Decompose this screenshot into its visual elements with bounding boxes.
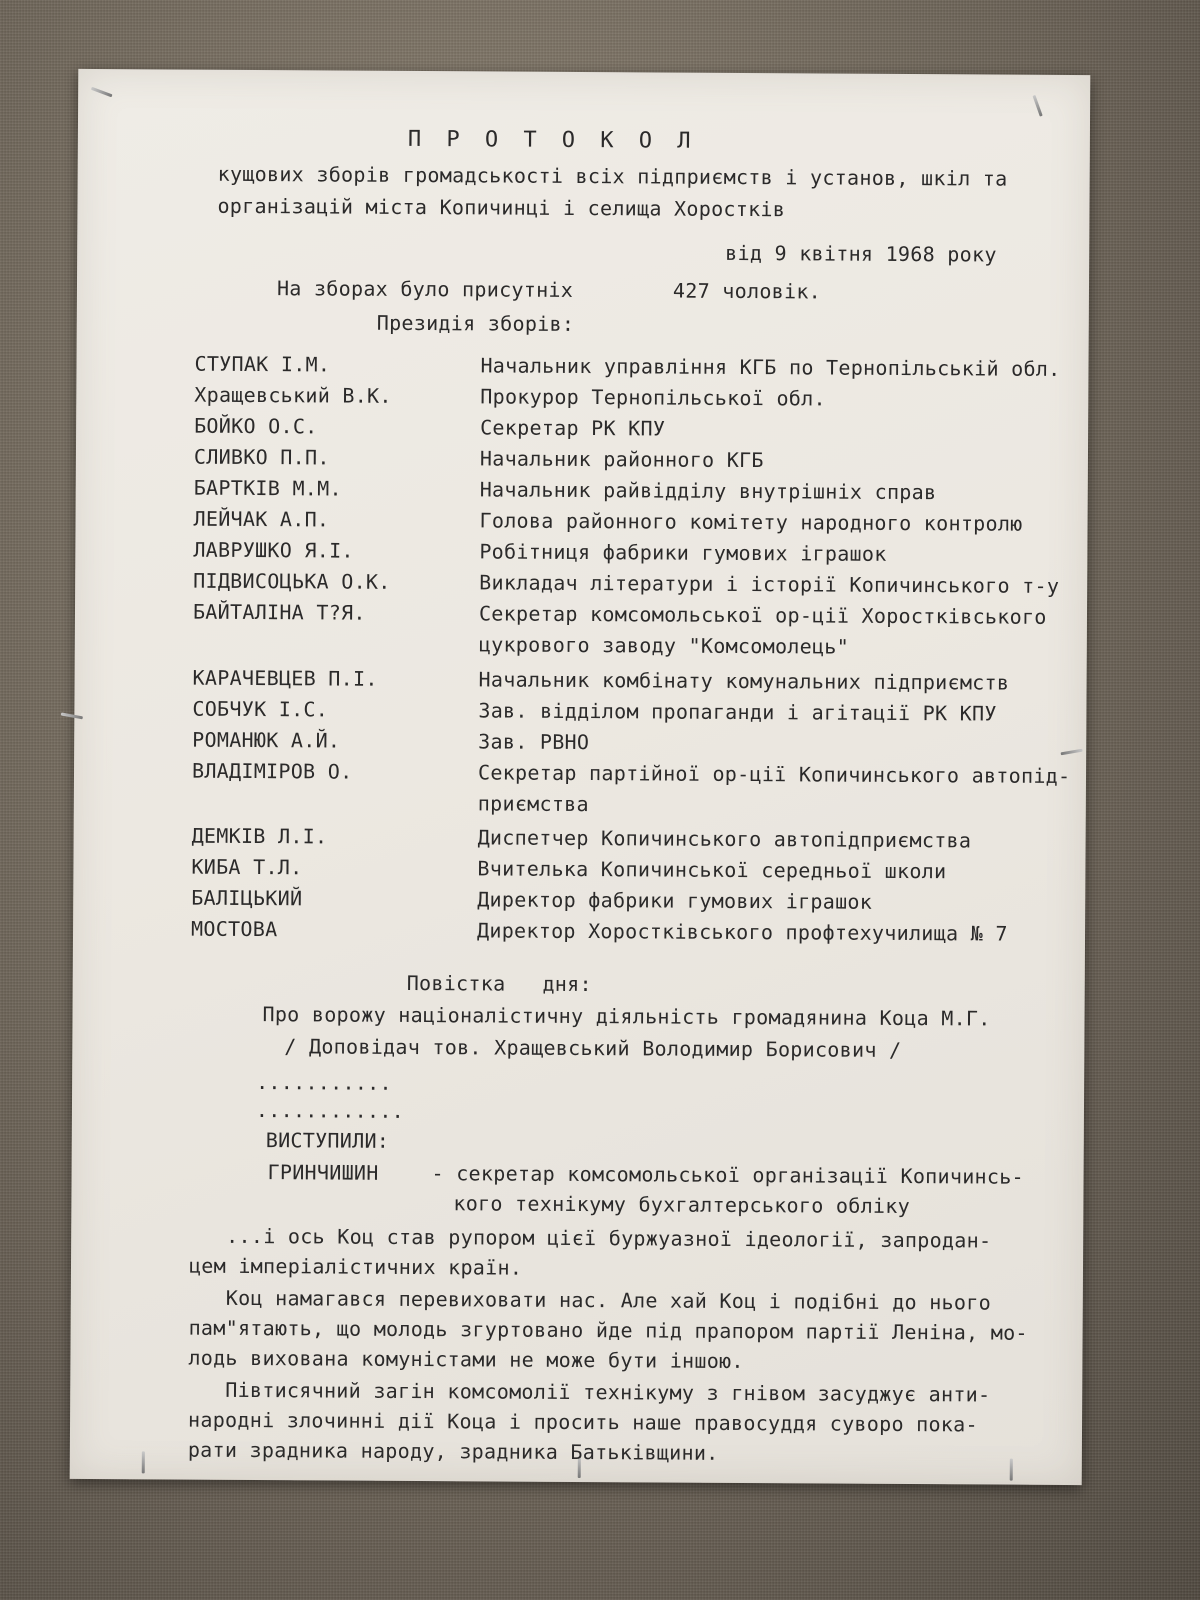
pin-left-middle: [61, 712, 83, 719]
attendance-count: 427 чоловік.: [672, 278, 822, 304]
speech-text-line: Півтисячний загін комсомолії технікуму з гнівом засуджує анти-: [188, 1377, 991, 1407]
presidium-name: КИБА Т.Л.: [191, 854, 303, 880]
presidium-name: СОБЧУК І.С.: [192, 696, 329, 722]
presidium-name: РОМАНЮК А.Й.: [192, 727, 341, 753]
pin-top-right: [1032, 95, 1042, 117]
presidium-role: Секретар комсомольської ор-ції Хоросткiвського: [478, 601, 1047, 629]
presidium-role: Начальник управління КГБ по Тернопільській обл.: [480, 353, 1061, 381]
speech-text-line: лодь вихована комуністами не може бути іншою.: [188, 1345, 744, 1374]
presidium-role: Начальник райвідділу внутрішніх справ: [479, 477, 937, 505]
pin-bottom-right: [1010, 1459, 1013, 1481]
agenda-heading: Повістка дня:: [406, 970, 592, 997]
presidium-heading: Президія зборів:: [376, 310, 575, 336]
presidium-name: БАЙТАЛІНА Т?Я.: [192, 599, 366, 625]
presidium-role: Директор Хоросткiвського профтехучилища № 7: [476, 918, 1008, 946]
presidium-name: БОЙКО О.С.: [194, 413, 318, 439]
pin-bottom-left: [142, 1451, 145, 1473]
presidium-name: СЛИВКО П.П.: [193, 444, 330, 470]
omission-dots: ...........: [256, 1070, 392, 1095]
speaker-name: ГРИНЧИШИН: [267, 1160, 379, 1185]
presidium-name: БАРТКІВ М.М.: [193, 475, 342, 501]
pin-top-left: [91, 87, 113, 97]
document-title: П Р О Т О К О Л: [407, 126, 697, 154]
presidium-role: Зав. відділом пропаганди і агітації РК КПУ: [478, 698, 997, 726]
presidium-name: ВЛАДІМІРОВ О.: [191, 758, 353, 784]
presidium-role: Секретар партійної ор-ції Копичинського автопід-: [477, 760, 1071, 788]
agenda-speaker: / Доповідач тов. Хращевський Володимир Борисович /: [284, 1034, 902, 1062]
presidium-role-continued: цукрового заводу "Комсомолець": [478, 632, 850, 659]
attendance-label: На зборах було присутніх: [276, 276, 574, 302]
speaker-role-continued: кого технікуму бухгалтерського обліку: [453, 1191, 911, 1219]
presidium-role: Диспетчер Копичинського автопідприємства: [477, 825, 972, 853]
agenda-topic: Про ворожу націоналістичну діяльність громадянина Коца М.Г.: [262, 1002, 991, 1031]
speaker-role: - секретар комсомольської організації Копичинсь-: [431, 1161, 1025, 1189]
speech-text-line: народні злочинні дії Коца і просить наше правосуддя суворо пока-: [187, 1407, 978, 1437]
presidium-role: Начальник районного КГБ: [479, 446, 764, 473]
presidium-role-continued: приємства: [477, 791, 589, 817]
presidium-name: БАЛІЦЬКИЙ: [191, 885, 303, 911]
presidium-role: Зав. РВНО: [478, 729, 590, 755]
speech-text-line: пам"ятають, що молодь згуртовано йде під прапором партії Леніна, мо-: [188, 1315, 1028, 1345]
presidium-role: Секретар РК КПУ: [480, 415, 666, 441]
presidium-name: Хращевський В.К.: [194, 382, 392, 408]
presidium-role: Робітниця фабрики гумових іграшок: [479, 539, 887, 566]
presidium-name: ПІДВИСОЦЬКА О.К.: [193, 568, 391, 594]
presidium-role: Викладач літератури і історії Копичинського т-у: [479, 570, 1060, 598]
typewritten-protocol-sheet: [70, 69, 1091, 1485]
omission-dots: ............: [255, 1098, 405, 1123]
speech-text-line: ...і ось Коц став рупором цієї буржуазної ідеології, запродан-: [189, 1223, 992, 1253]
presidium-role: Голова районного комітету народного контролю: [479, 508, 1023, 536]
speech-text-line: рати зрадника народу, зрадника Батьківщини.: [187, 1437, 719, 1465]
presidium-name: ДЕМКІВ Л.І.: [191, 823, 328, 849]
spoke-heading: ВИСТУПИЛИ:: [265, 1128, 390, 1153]
speech-text-line: цем імперіалістичних країн.: [188, 1253, 523, 1280]
presidium-role: Начальник комбінату комунальних підприємств: [478, 667, 1010, 695]
pin-right-middle: [1061, 749, 1083, 756]
presidium-name: ЛАВРУШКО Я.І.: [193, 537, 354, 563]
document-subtitle-line-1: кущових зборів громадськості всіх підприємств і установ, шкіл та: [217, 161, 1008, 191]
presidium-role: Вчителька Копичинської середньої школи: [477, 856, 947, 884]
presidium-name: МОСТОВА: [190, 916, 278, 942]
presidium-role: Директор фабрики гумових іграшок: [477, 887, 873, 914]
presidium-role: Прокурор Тернопільської обл.: [480, 384, 826, 411]
presidium-name: СТУПАК І.М.: [194, 351, 331, 377]
document-date: від 9 квітня 1968 року: [725, 240, 997, 267]
document-subtitle-line-2: організацій міста Копичинці і селища Хоросткiв: [217, 193, 786, 222]
presidium-name: ЛЕЙЧАК А.П.: [193, 506, 330, 532]
presidium-name: КАРАЧЕВЦЕВ П.І.: [192, 665, 378, 691]
speech-text-line: Коц намагався перевиховати нас. Але хай Коц і подібні до нього: [188, 1285, 992, 1315]
